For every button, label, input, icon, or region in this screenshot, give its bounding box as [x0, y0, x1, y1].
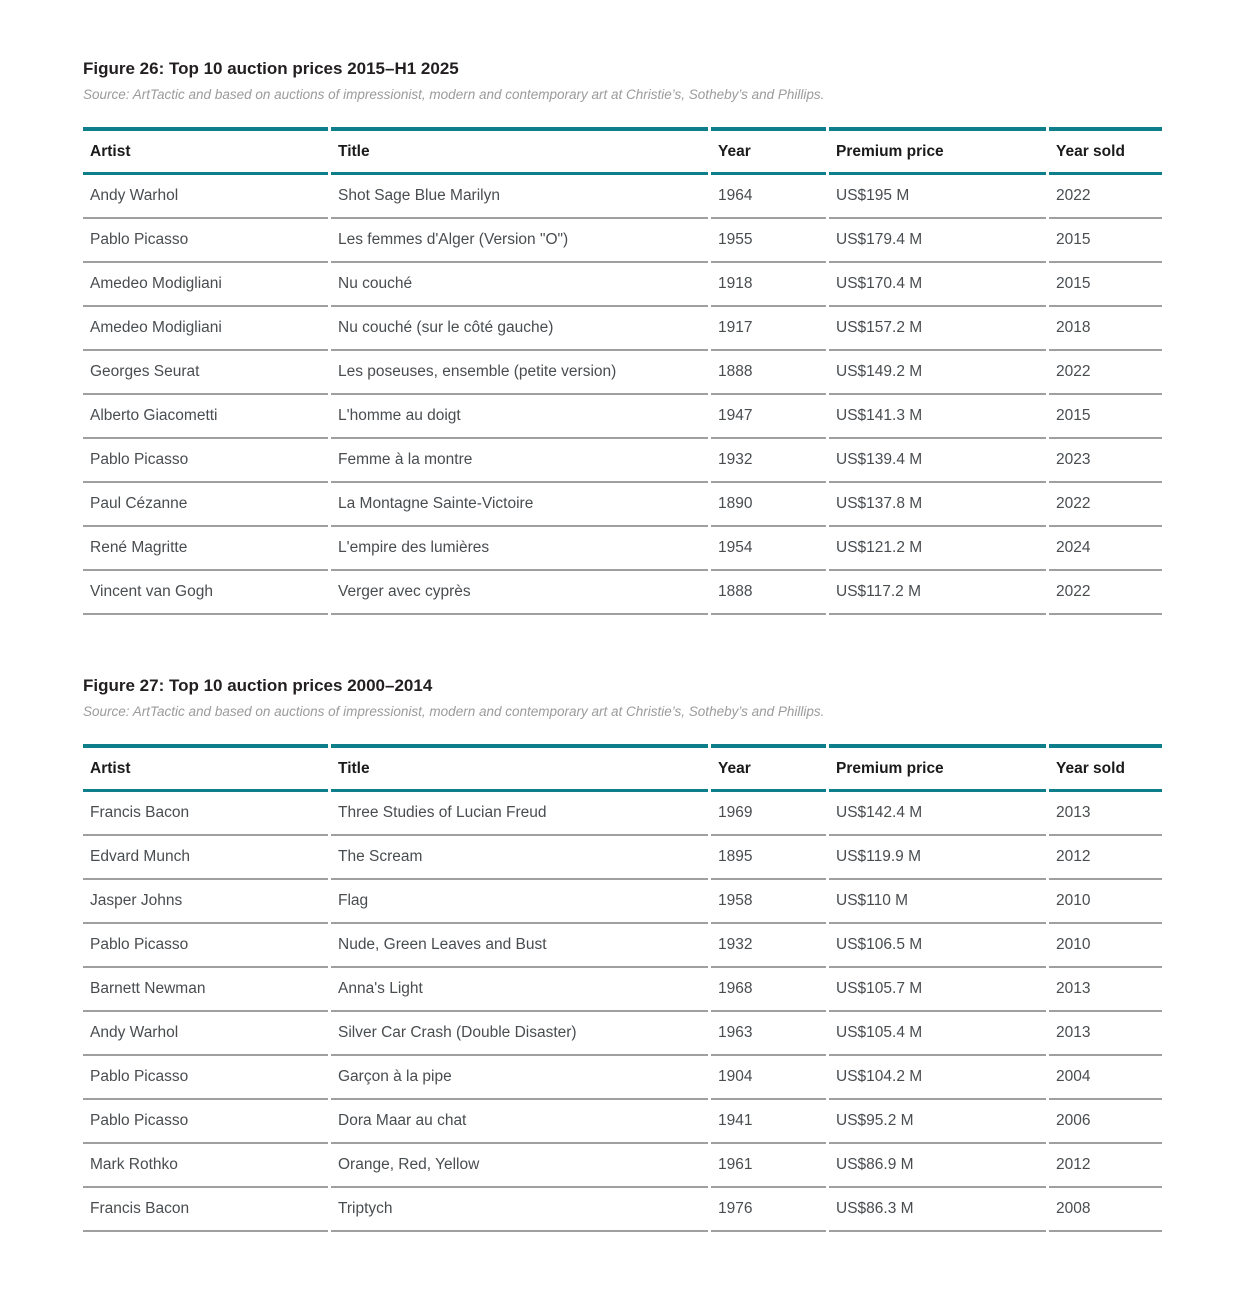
table-cell: 1969 [711, 792, 826, 836]
column-header-premium-price: Premium price [829, 127, 1046, 175]
table-row [83, 968, 1162, 1012]
table-cell: US$149.2 M [829, 351, 1046, 395]
table-cell: US$104.2 M [829, 1056, 1046, 1100]
table-header-row [83, 744, 1162, 792]
table-cell: 2012 [1049, 1144, 1162, 1188]
table-cell: 1968 [711, 968, 826, 1012]
table-cell: 2024 [1049, 527, 1162, 571]
table-cell: 1918 [711, 263, 826, 307]
table-cell: Orange, Red, Yellow [331, 1144, 708, 1188]
column-header-title: Title [331, 127, 708, 175]
column-header-artist: Artist [83, 744, 328, 792]
table-cell: Dora Maar au chat [331, 1100, 708, 1144]
table-cell: Amedeo Modigliani [83, 263, 328, 307]
table-header-row [83, 127, 1162, 175]
column-header-title: Title [331, 744, 708, 792]
figure-27-title: Figure 27: Top 10 auction prices 2000–2014 [83, 676, 433, 695]
table-cell: Pablo Picasso [83, 219, 328, 263]
table-cell: Mark Rothko [83, 1144, 328, 1188]
table-cell: Pablo Picasso [83, 1100, 328, 1144]
table-cell: Pablo Picasso [83, 1056, 328, 1100]
table-cell: L'empire des lumières [331, 527, 708, 571]
table-cell: 1955 [711, 219, 826, 263]
table-cell: Triptych [331, 1188, 708, 1232]
table-cell: 2010 [1049, 924, 1162, 968]
table-cell: 1917 [711, 307, 826, 351]
table-cell: 1961 [711, 1144, 826, 1188]
column-header-year: Year [711, 744, 826, 792]
table-cell: 2013 [1049, 1012, 1162, 1056]
column-header-artist: Artist [83, 127, 328, 175]
table-cell: 1888 [711, 351, 826, 395]
figure-27-source: Source: ArtTactic and based on auctions of impressionist, modern and contemporary art at Christie’s, Sotheby’s and Phillips. [83, 704, 825, 719]
table-cell: US$157.2 M [829, 307, 1046, 351]
table-cell: Anna's Light [331, 968, 708, 1012]
table-cell: Pablo Picasso [83, 439, 328, 483]
table-cell: US$86.9 M [829, 1144, 1046, 1188]
table-cell: Nu couché [331, 263, 708, 307]
table-cell: Pablo Picasso [83, 924, 328, 968]
table-cell: 2008 [1049, 1188, 1162, 1232]
table-cell: 1958 [711, 880, 826, 924]
figure-26-block [83, 57, 1169, 615]
table-cell: Three Studies of Lucian Freud [331, 792, 708, 836]
table-cell: Barnett Newman [83, 968, 328, 1012]
table-row [83, 571, 1162, 615]
table-cell: Vincent van Gogh [83, 571, 328, 615]
table-row [83, 836, 1162, 880]
table-cell: Amedeo Modigliani [83, 307, 328, 351]
table-cell: 2022 [1049, 175, 1162, 219]
auction-prices-table-2015-h1-2025 [80, 127, 1165, 615]
table-cell: Andy Warhol [83, 175, 328, 219]
table-row [83, 792, 1162, 836]
table-row [83, 1012, 1162, 1056]
table-cell: Georges Seurat [83, 351, 328, 395]
table-cell: The Scream [331, 836, 708, 880]
table-cell: Verger avec cyprès [331, 571, 708, 615]
table-row [83, 439, 1162, 483]
table-row [83, 395, 1162, 439]
table-cell: 1947 [711, 395, 826, 439]
table-cell: US$117.2 M [829, 571, 1046, 615]
column-header-premium-price: Premium price [829, 744, 1046, 792]
table-cell: US$106.5 M [829, 924, 1046, 968]
table-cell: 1963 [711, 1012, 826, 1056]
column-header-year-sold: Year sold [1049, 127, 1162, 175]
table-cell: Francis Bacon [83, 792, 328, 836]
table-row [83, 263, 1162, 307]
table-cell: Les femmes d'Alger (Version "O") [331, 219, 708, 263]
table-cell: 2022 [1049, 483, 1162, 527]
table-cell: Nude, Green Leaves and Bust [331, 924, 708, 968]
table-cell: US$139.4 M [829, 439, 1046, 483]
table-cell: US$119.9 M [829, 836, 1046, 880]
table-cell: 1932 [711, 439, 826, 483]
table-row [83, 1100, 1162, 1144]
table-cell: 1888 [711, 571, 826, 615]
table-cell: US$105.7 M [829, 968, 1046, 1012]
table-cell: US$121.2 M [829, 527, 1046, 571]
table-cell: Silver Car Crash (Double Disaster) [331, 1012, 708, 1056]
table-cell: Jasper Johns [83, 880, 328, 924]
table-row [83, 307, 1162, 351]
table-cell: US$95.2 M [829, 1100, 1046, 1144]
table-cell: Shot Sage Blue Marilyn [331, 175, 708, 219]
table-cell: US$141.3 M [829, 395, 1046, 439]
table-cell: US$142.4 M [829, 792, 1046, 836]
table-cell: US$179.4 M [829, 219, 1046, 263]
table-cell: Francis Bacon [83, 1188, 328, 1232]
table-cell: 2010 [1049, 880, 1162, 924]
table-cell: 2004 [1049, 1056, 1162, 1100]
table-cell: René Magritte [83, 527, 328, 571]
table-cell: 1932 [711, 924, 826, 968]
table-cell: Andy Warhol [83, 1012, 328, 1056]
table-cell: US$137.8 M [829, 483, 1046, 527]
table-cell: Garçon à la pipe [331, 1056, 708, 1100]
table-cell: US$170.4 M [829, 263, 1046, 307]
table-cell: Edvard Munch [83, 836, 328, 880]
table-cell: 2015 [1049, 219, 1162, 263]
table-cell: Nu couché (sur le côté gauche) [331, 307, 708, 351]
table-row [83, 1144, 1162, 1188]
table-cell: 2013 [1049, 792, 1162, 836]
table-cell: US$110 M [829, 880, 1046, 924]
table-row [83, 219, 1162, 263]
table-cell: La Montagne Sainte-Victoire [331, 483, 708, 527]
table-row [83, 1056, 1162, 1100]
table-cell: 2006 [1049, 1100, 1162, 1144]
figure-26-title: Figure 26: Top 10 auction prices 2015–H1 2025 [83, 59, 459, 78]
figure-26-source: Source: ArtTactic and based on auctions of impressionist, modern and contemporary art at Christie’s, Sotheby’s and Phillips. [83, 87, 825, 102]
table-row [83, 483, 1162, 527]
table-cell: 2023 [1049, 439, 1162, 483]
table-row [83, 880, 1162, 924]
table-cell: 1941 [711, 1100, 826, 1144]
table-cell: 1895 [711, 836, 826, 880]
table-cell: Alberto Giacometti [83, 395, 328, 439]
auction-prices-table-2000-2014 [80, 744, 1165, 1232]
table-cell: US$105.4 M [829, 1012, 1046, 1056]
table-cell: 2013 [1049, 968, 1162, 1012]
column-header-year: Year [711, 127, 826, 175]
table-cell: 2018 [1049, 307, 1162, 351]
table-cell: L'homme au doigt [331, 395, 708, 439]
table-cell: 2022 [1049, 351, 1162, 395]
table-cell: 1964 [711, 175, 826, 219]
table-cell: 2015 [1049, 395, 1162, 439]
table-cell: Paul Cézanne [83, 483, 328, 527]
table-row [83, 351, 1162, 395]
table-cell: 1890 [711, 483, 826, 527]
table-cell: Les poseuses, ensemble (petite version) [331, 351, 708, 395]
table-cell: US$195 M [829, 175, 1046, 219]
table-cell: US$86.3 M [829, 1188, 1046, 1232]
table-cell: 2022 [1049, 571, 1162, 615]
table-row [83, 175, 1162, 219]
table-cell: Femme à la montre [331, 439, 708, 483]
table-row [83, 527, 1162, 571]
figure-27-block [83, 674, 1169, 1232]
table-cell: Flag [331, 880, 708, 924]
table-cell: 1976 [711, 1188, 826, 1232]
table-row [83, 924, 1162, 968]
column-header-year-sold: Year sold [1049, 744, 1162, 792]
table-cell: 1954 [711, 527, 826, 571]
table-cell: 2015 [1049, 263, 1162, 307]
table-cell: 1904 [711, 1056, 826, 1100]
table-row [83, 1188, 1162, 1232]
table-cell: 2012 [1049, 836, 1162, 880]
